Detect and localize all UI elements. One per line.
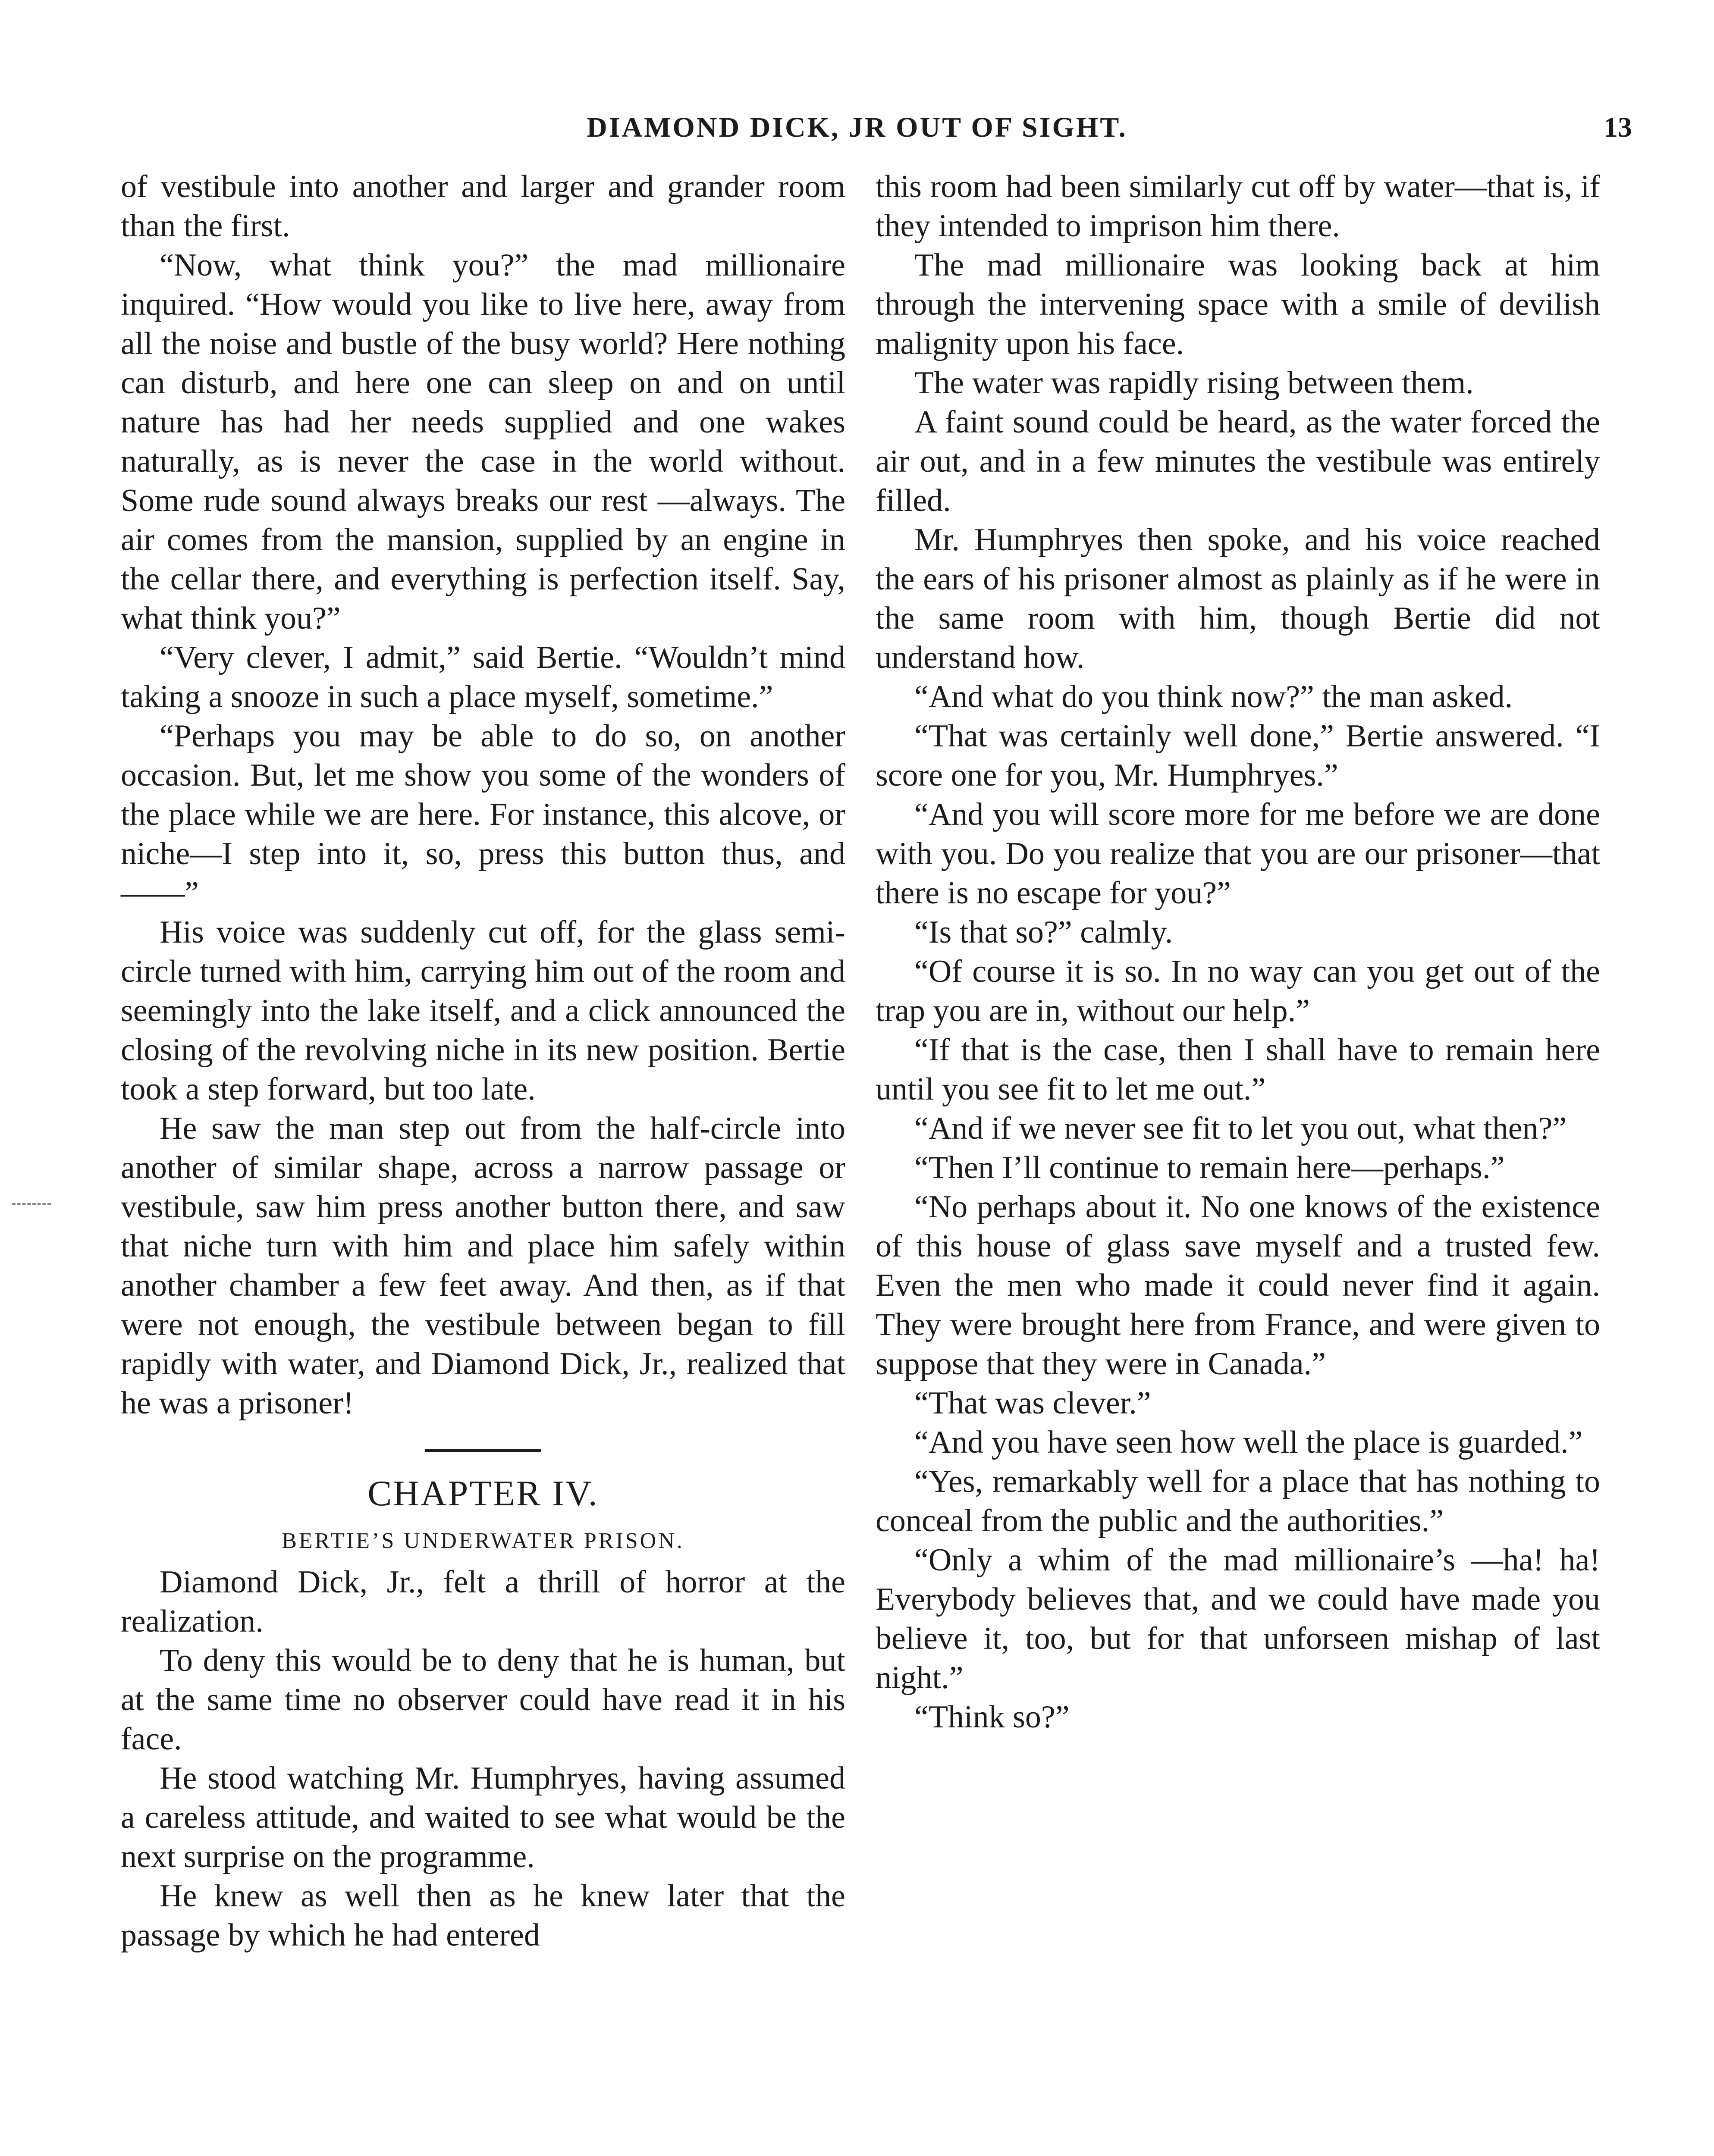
paragraph: “And you have seen how well the place is guarded.”	[914, 1425, 1583, 1460]
paragraph: “Now, what think you?” the mad millionaire inquired. “How would you like to live here, away from all the noise and bustle of the busy world? Here nothing can disturb, and here one can sleep on and on until nature has had her needs supplied and one wakes naturally, as is never the case in the world without. Some rude sound always breaks our rest —always. The air comes from the mansion, supplied by an engine in the cellar there, and everything is perfection itself. Say, what think you?”	[121, 248, 845, 636]
chapter-heading: CHAPTER IV.	[367, 1473, 599, 1514]
paragraph: this room had been similarly cut off by water—that is, if they intended to imprison him there.	[876, 169, 1600, 244]
paragraph: “Then I’ll continue to remain here—perhaps.”	[914, 1150, 1505, 1185]
paragraph: Diamond Dick, Jr., felt a thrill of horror at the realization.	[121, 1564, 845, 1639]
paragraph: “Is that so?” calmly.	[914, 915, 1173, 950]
paragraph: “No perhaps about it. No one knows of the existence of this house of glass save myself and a trusted few. Even the men who made it could never find it again. They were brought here from France, and were given to suppose that they were in Canada.”	[876, 1189, 1600, 1382]
paragraph: “And if we never see fit to let you out, what then?”	[914, 1111, 1567, 1146]
paragraph: “Think so?”	[914, 1699, 1070, 1735]
paragraph: He saw the man step out from the half-circle into another of similar shape, across a narrow passage or vestibule, saw him press another button there, and saw that niche turn with him and place him safely within another chamber a few feet away. And then, as if that were not enough, the vestibule between began to fill rapidly with water, and Diamond Dick, Jr., realized that he was a prisoner!	[121, 1111, 845, 1421]
left-column	[121, 167, 845, 1955]
paragraph: “Very clever, I admit,” said Bertie. “Wouldn’t mind taking a snooze in such a place myself, sometime.”	[121, 640, 845, 714]
running-head	[0, 111, 1714, 146]
paragraph: “And you will score more for me before we are done with you. Do you realize that you are our prisoner—that there is no escape for you?”	[876, 797, 1600, 911]
paragraph: “Yes, remarkably well for a place that has nothing to conceal from the public and the authorities.”	[876, 1464, 1600, 1539]
paragraph: “Perhaps you may be able to do so, on another occasion. But, let me show you some of the wonders of the place while we are here. For instance, this alcove, or niche—I step into it, so, press this button thus, and——”	[121, 718, 845, 911]
running-title: DIAMOND DICK, JR OUT OF SIGHT.	[587, 112, 1127, 143]
paragraph: The mad millionaire was looking back at him through the intervening space with a smile of devilish malignity upon his face.	[876, 248, 1600, 361]
paragraph: “Of course it is so. In no way can you get out of the trap you are in, without our help.”	[876, 954, 1600, 1028]
paragraph: “That was certainly well done,” Bertie answered. “I score one for you, Mr. Humphryes.”	[876, 718, 1600, 793]
paragraph: “Only a whim of the mad millionaire’s —ha! ha! Everybody believes that, and we could have made you believe it, too, but for that unforseen mishap of last night.”	[876, 1542, 1600, 1695]
paragraph: “And what do you think now?” the man asked.	[914, 679, 1513, 714]
right-column	[876, 167, 1600, 1737]
paragraph: of vestibule into another and larger and grander room than the first.	[121, 169, 845, 244]
paragraph: “If that is the case, then I shall have to remain here until you see fit to let me out.”	[876, 1032, 1600, 1107]
margin-mark	[12, 1203, 51, 1205]
paragraph: His voice was suddenly cut off, for the glass semi-circle turned with him, carrying him out of the room and seemingly into the lake itself, and a click announced the closing of the revolving niche in its new position. Bertie took a step forward, but too late.	[121, 915, 845, 1107]
paragraph: A faint sound could be heard, as the water forced the air out, and in a few minutes the vestibule was entirely filled.	[876, 404, 1600, 518]
paragraph: He stood watching Mr. Humphryes, having assumed a careless attitude, and waited to see what would be the next surprise on the programme.	[121, 1761, 845, 1874]
page-number: 13	[1604, 112, 1632, 143]
paragraph: The water was rapidly rising between them.	[914, 365, 1474, 401]
chapter-subtitle: BERTIE’S UNDERWATER PRISON.	[282, 1529, 684, 1553]
paragraph: To deny this would be to deny that he is human, but at the same time no observer could have read it in his face.	[121, 1643, 845, 1757]
paragraph: “That was clever.”	[914, 1385, 1151, 1421]
chapter-divider-rule	[425, 1449, 541, 1452]
paragraph: He knew as well then as he knew later that the passage by which he had entered	[121, 1878, 845, 1953]
paragraph: Mr. Humphryes then spoke, and his voice reached the ears of his prisoner almost as plainly as if he were in the same room with him, though Bertie did not understand how.	[876, 522, 1600, 675]
